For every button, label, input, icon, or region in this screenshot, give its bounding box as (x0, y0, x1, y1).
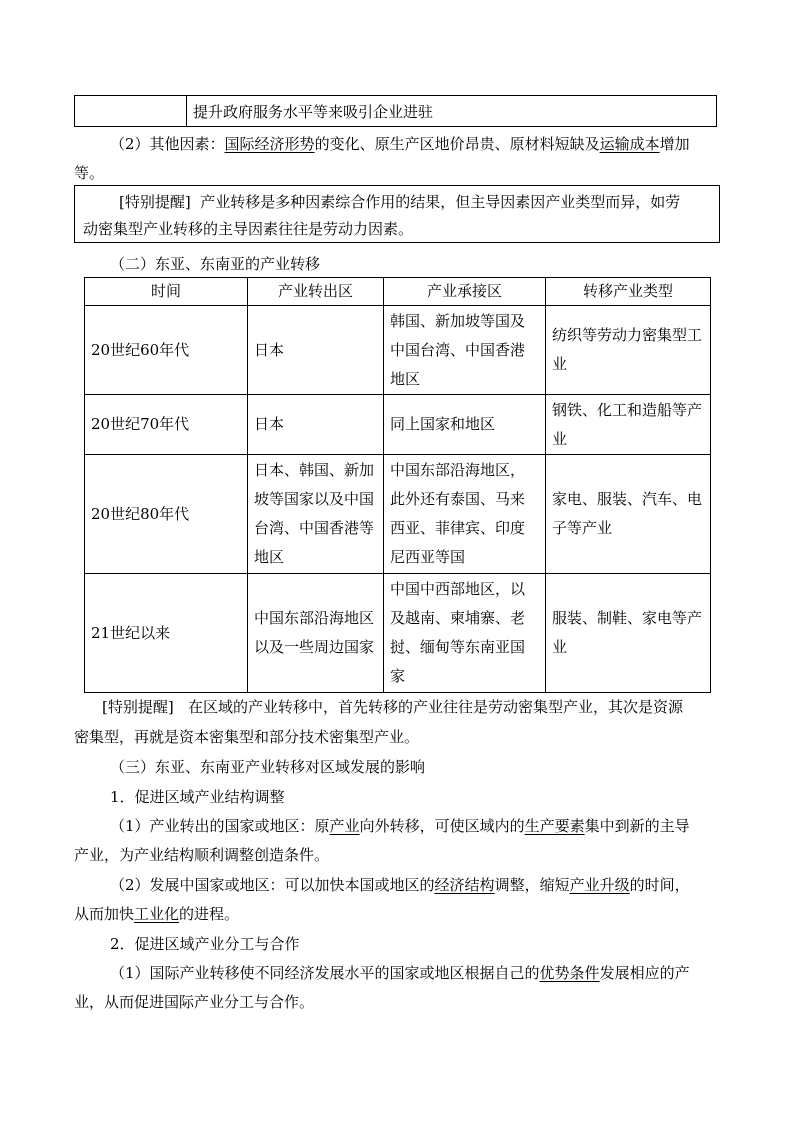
other-factors-paragraph (74, 130, 724, 188)
column-header: 时间 (85, 278, 248, 306)
reminder-box (74, 185, 720, 243)
underlined-term: 国际经济形势 (224, 135, 315, 153)
table-cell: 20世纪80年代 (85, 455, 248, 574)
text: 向外转移，可使区域内的 (359, 817, 525, 835)
text: 的时间， (629, 876, 690, 894)
underlined-term: 产业 (329, 817, 360, 835)
subsection-heading: 2．促进区域产业分工与合作 (110, 935, 300, 953)
text: （2）发展中国家或地区：可以加快本国或地区的 (110, 876, 435, 894)
reminder-text (75, 186, 719, 243)
table-cell: 日本 (248, 306, 384, 395)
table-cell: 日本、韩国、新加坡等国家以及中国台湾、中国香港等地区 (248, 455, 384, 574)
text: 业，从而促进国际产业分工与合作。 (74, 993, 315, 1011)
table-cell: 中国东部沿海地区，此外还有泰国、马来西亚、菲律宾、印度尼西亚等国 (384, 455, 546, 574)
section-heading: （二）东亚、东南亚的产业转移 (110, 255, 321, 273)
table-cell: 提升政府服务水平等来吸引企业进驻 (187, 96, 717, 127)
reminder-label: [特别提醒] (119, 193, 191, 211)
text: 产业转移是多种因素综合作用的结果，但主导因素因产业类型而异，如劳 (200, 193, 681, 211)
reminder-label: [特别提醒] (102, 698, 174, 716)
underlined-term: 工业化 (134, 905, 180, 923)
subsection-heading: 1．促进区域产业结构调整 (110, 788, 285, 806)
table-cell: 21世纪以来 (85, 574, 248, 693)
column-header: 转移产业类型 (546, 278, 711, 306)
underlined-term: 产业升级 (569, 876, 630, 894)
underlined-term: 经济结构 (434, 876, 495, 894)
table-cell: 家电、服装、汽车、电子等产业 (546, 455, 711, 574)
table-cell: 同上国家和地区 (384, 395, 546, 455)
point-paragraph (74, 812, 724, 870)
text: 的进程。 (179, 905, 240, 923)
text: 发展相应的产 (599, 964, 690, 982)
text: 调整，缩短 (494, 876, 570, 894)
text: 集中到新的主导 (584, 817, 690, 835)
underlined-term: 运输成本 (599, 135, 660, 153)
top-table-fragment (74, 95, 717, 127)
section-heading: （三）东亚、东南亚产业转移对区域发展的影响 (110, 758, 426, 776)
table-row (75, 96, 717, 127)
table-cell: 纺织等劳动力密集型工业 (546, 306, 711, 395)
text: 产业，为产业结构顺利调整创造条件。 (74, 846, 330, 864)
text: 在区域的产业转移中，首先转移的产业往往是劳动密集型产业，其次是资源 (188, 698, 684, 716)
reminder-paragraph-continued: 密集型，再就是资本密集型和部分技术密集型产业。 (74, 728, 420, 746)
table-cell: 中国东部沿海地区以及一些周边国家 (248, 574, 384, 693)
table-cell: 日本 (248, 395, 384, 455)
table-row (85, 455, 711, 574)
column-header: 产业承接区 (384, 278, 546, 306)
industry-transfer-table (84, 277, 711, 693)
reminder-paragraph (74, 693, 724, 722)
table-cell: 钢铁、化工和造船等产业 (546, 395, 711, 455)
table-cell: 中国中西部地区，以及越南、柬埔寨、老挝、缅甸等东南亚国家 (384, 574, 546, 693)
table-row (85, 395, 711, 455)
text: 等。 (74, 164, 105, 182)
table-cell: 韩国、新加坡等国及中国台湾、中国香港地区 (384, 306, 546, 395)
text: 动密集型产业转移的主导因素往往是劳动力因素。 (83, 220, 414, 238)
table-row (85, 574, 711, 693)
table-cell: 20世纪60年代 (85, 306, 248, 395)
table-cell (75, 96, 187, 127)
table-header-row (85, 278, 711, 306)
table-cell: 服装、制鞋、家电等产业 (546, 574, 711, 693)
text: （2）其他因素： (110, 135, 225, 153)
text: 从而加快 (74, 905, 135, 923)
table-cell: 20世纪70年代 (85, 395, 248, 455)
text: 的变化、原生产区地价昂贵、原材料短缺及 (314, 135, 600, 153)
point-paragraph (74, 959, 724, 1017)
text: （1）国际产业转移使不同经济发展水平的国家或地区根据自己的 (110, 964, 540, 982)
table-row (85, 306, 711, 395)
point-paragraph (74, 871, 724, 929)
text: 增加 (659, 135, 690, 153)
underlined-term: 生产要素 (524, 817, 585, 835)
column-header: 产业转出区 (248, 278, 384, 306)
underlined-term: 优势条件 (539, 964, 600, 982)
text: （1）产业转出的国家或地区：原 (110, 817, 330, 835)
